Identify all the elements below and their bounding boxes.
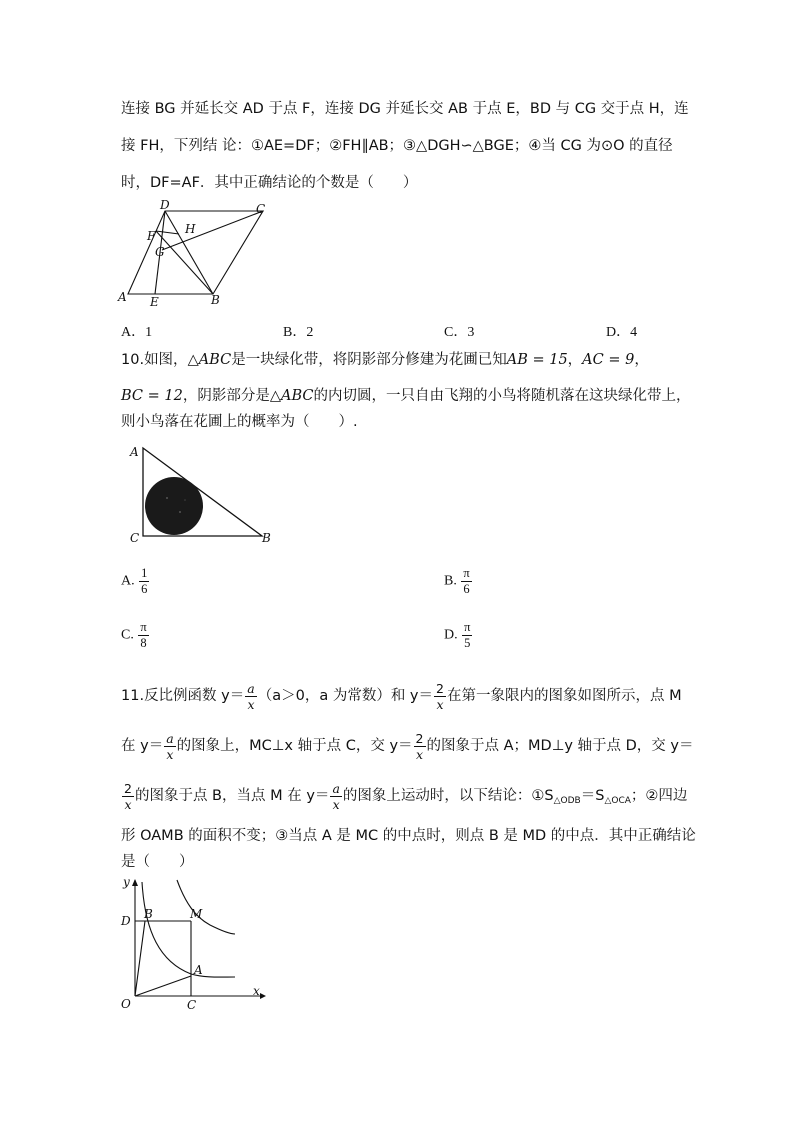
q9-option-c[interactable]: C．3 — [444, 325, 475, 340]
q9-label-c: C — [256, 202, 266, 216]
q11-label-y: y — [123, 875, 130, 889]
q9-label-h: H — [185, 222, 196, 236]
q9-stem-line-3: 时，DF=AF．其中正确结论的个数是（ ） — [121, 175, 418, 191]
q11-stem-line-4: 形 OAMB 的面积不变；③当点 A 是 MC 的中点时，则点 B 是 MD 的中点．其中正确结论 — [121, 828, 696, 844]
q10-option-a[interactable]: A. $\frac{1}{6}$ — [121, 566, 148, 596]
q11-label-m: M — [190, 907, 203, 921]
q10-stem-line-3: 则小鸟落在花圃上的概率为（ ）. — [121, 414, 358, 430]
q11-label-c: C — [187, 998, 197, 1012]
q9-stem-line-1: 连接 BG 并延长交 AD 于点 F，连接 DG 并延长交 AB 于点 E，BD 与 CG 交于点 H，连 — [121, 101, 689, 117]
q10-label-a: A — [130, 445, 139, 459]
q10-option-c[interactable]: C. $\frac{\pi}{8}$ — [121, 620, 147, 650]
q9-stem-line-2: 接 FH，下列结 论：①AE=DF；②FH∥AB；③△DGH∽△BGE；④当 CG 为⊙O 的直径 — [121, 138, 673, 154]
q9-label-e: E — [150, 295, 159, 309]
q9-option-b[interactable]: B．2 — [283, 325, 314, 340]
q11-stem-line-2: 在 y＝ $\frac{a}{x}$ 的图象上，MC⊥x 轴于点 C，交 y＝ $\frac{2}{x}$ 的图象于点 A；MD⊥y 轴于点 D，交 y＝ — [121, 730, 694, 762]
q10-option-b[interactable]: B. $\frac{\pi}{6}$ — [444, 566, 470, 596]
q11-label-x: x — [253, 984, 260, 998]
q10-stem-line-1: 10.如图，△ABC是一块绿化带，将阴影部分修建为花圃已知AB = 15，AC = 9， — [121, 352, 649, 368]
q9-label-b: B — [211, 293, 220, 307]
q10-number: 10. — [121, 352, 145, 368]
q11-stem-line-5: 是（ ） — [121, 854, 194, 870]
q9-parallelogram-figure — [115, 200, 280, 310]
q9-label-g: G — [155, 245, 165, 259]
q9-option-a[interactable]: A．1 — [121, 325, 153, 340]
q11-stem-line-1: 11.反比例函数 y＝ $\frac{a}{x}$ （a＞0，a 为常数）和 y＝ $\frac{2}{x}$ 在第一象限内的图象如图所示，点 M — [121, 680, 682, 712]
q10-stem-line-2: BC = 12，阴影部分是△ABC的内切圆，一只自由飞翔的小鸟将随机落在这块绿化带上， — [121, 388, 691, 404]
q11-number: 11. — [121, 688, 145, 704]
q9-label-f: F — [147, 229, 156, 243]
q11-hyperbola-figure — [115, 872, 270, 1012]
q10-label-c: C — [130, 531, 140, 545]
q10-triangle-figure — [125, 440, 280, 550]
q11-label-b: B — [144, 907, 153, 921]
q10-option-d[interactable]: D. $\frac{\pi}{5}$ — [444, 620, 471, 650]
q11-label-d: D — [121, 914, 131, 928]
q9-label-a: A — [118, 290, 127, 304]
q9-label-d: D — [160, 200, 170, 212]
q10-label-b: B — [262, 531, 271, 545]
q11-stem-line-3: $\frac{2}{x}$ 的图象于点 B，当点 M 在 y＝ $\frac{a}{x}$ 的图象上运动时，以下结论：$①S_{\triangle ODB}=S_{\triangle OCA}$；②四边 — [124, 780, 688, 812]
q11-label-o: O — [121, 997, 131, 1011]
q11-label-a: A — [194, 963, 203, 977]
q9-option-d[interactable]: D．4 — [606, 325, 638, 340]
